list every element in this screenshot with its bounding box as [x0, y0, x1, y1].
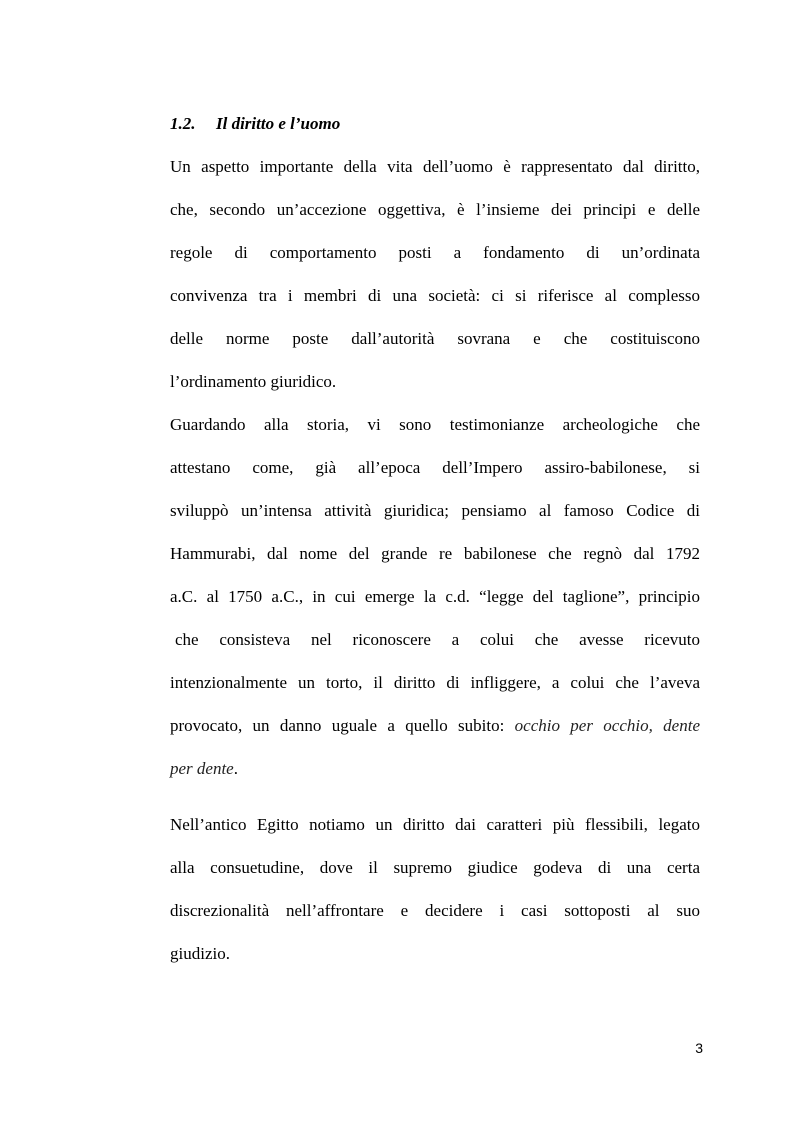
line-9-end: .: [233, 759, 238, 778]
paragraph-1-line-4: convivenza tra i membri di una società: ci si riferisce al complesso: [170, 286, 700, 305]
paragraph-3-line-2: alla consuetudine, dove il supremo giudice godeva di una certa: [170, 858, 700, 877]
paragraph-1-line-6: l’ordinamento giuridico.: [170, 372, 337, 391]
section-number: 1.2.: [170, 114, 196, 133]
page-number: 3: [695, 1040, 703, 1056]
paragraph-2-line-5: a.C. al 1750 a.C., in cui emerge la c.d. “legge del taglione”, principio: [170, 587, 700, 606]
paragraph-1-line-1: Un aspetto importante della vita dell’uomo è rappresentato dal diritto,: [170, 157, 700, 176]
paragraph-1-line-5: delle norme poste dall’autorità sovrana e che costituiscono: [170, 329, 700, 348]
paragraph-2-line-6: che consisteva nel riconoscere a colui che avesse ricevuto: [175, 630, 700, 649]
section-heading: [170, 114, 340, 134]
paragraph-2-line-9: [170, 759, 700, 779]
paragraph-2-line-2: attestano come, già all’epoca dell’Impero assiro-babilonese, si: [170, 458, 700, 477]
paragraph-2-line-1: Guardando alla storia, vi sono testimonianze archeologiche che: [170, 415, 700, 434]
paragraph-3-line-1: Nell’antico Egitto notiamo un diritto dai caratteri più flessibili, legato: [170, 815, 700, 834]
quote-italic-part-1: occhio per occhio, dente: [514, 716, 700, 735]
line-8-text: provocato, un danno uguale a quello subito:: [170, 716, 515, 735]
section-title: Il diritto e l’uomo: [216, 114, 341, 133]
paragraph-2-line-4: Hammurabi, dal nome del grande re babilonese che regnò dal 1792: [170, 544, 700, 563]
paragraph-2-line-3: sviluppò un’intensa attività giuridica; pensiamo al famoso Codice di: [170, 501, 700, 520]
paragraph-2-line-7: intenzionalmente un torto, il diritto di infliggere, a colui che l’aveva: [170, 673, 700, 692]
paragraph-2-line-8: [170, 716, 700, 736]
paragraph-1-line-3: regole di comportamento posti a fondamento di un’ordinata: [170, 243, 700, 262]
paragraph-1-line-2: che, secondo un’accezione oggettiva, è l’insieme dei principi e delle: [170, 200, 700, 219]
paragraph-3-line-3: discrezionalità nell’affrontare e decidere i casi sottoposti al suo: [170, 901, 700, 920]
quote-italic-part-2: per dente: [170, 759, 234, 778]
paragraph-3-line-4: giudizio.: [170, 944, 230, 963]
